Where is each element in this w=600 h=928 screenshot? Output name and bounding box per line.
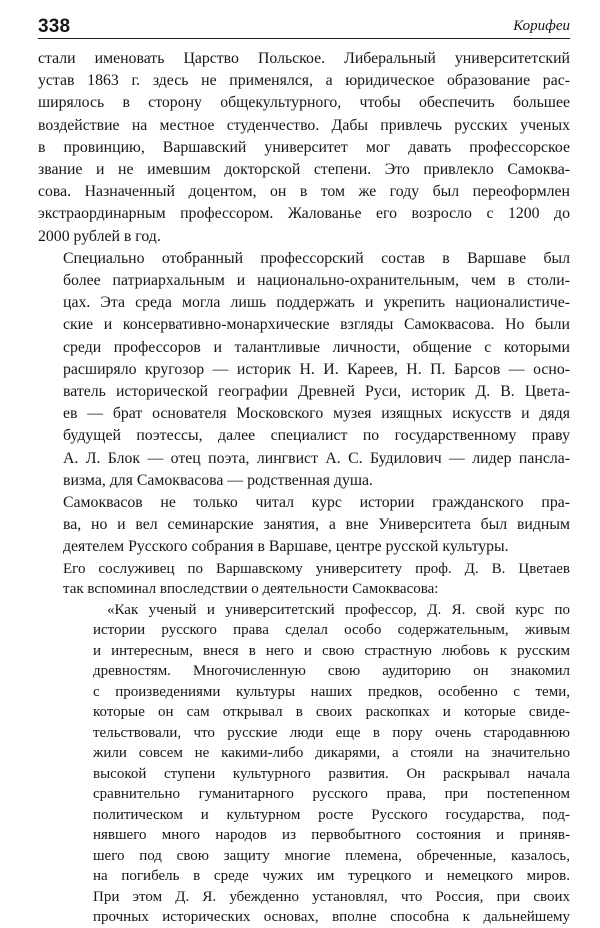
- quote-line: истории русского права сделал особо содержательным, живым: [93, 622, 570, 639]
- running-head: Корифеи: [513, 18, 570, 34]
- text-line: ширялось в сторону общекультурного, чтобы обеспечить большее: [38, 94, 570, 112]
- quote-line: и интересным, внеся в него и свою страстную любовь к русским: [93, 642, 570, 659]
- text-line: цах. Эта среда могла лишь поддержать и укрепить националистиче-: [63, 294, 570, 312]
- quote-line: на погибель в среде чужих им турецкого и немецкого миров.: [93, 868, 570, 885]
- text-line: деятелем Русского собрания в Варшаве, центре русской культуры.: [63, 538, 509, 556]
- page-number: 338: [38, 16, 71, 37]
- quote-line: древностям. Многочисленную свою аудиторию он знакомил: [93, 663, 570, 680]
- quote-line: «Как ученый и университетский профессор, Д. Я. свой курс по: [107, 601, 570, 618]
- text-line: воздействие на местное студенчество. Дабы привлечь русских ученых: [38, 116, 570, 134]
- text-line: Специально отобранный профессорский состав в Варшаве был: [63, 249, 570, 267]
- text-line: ев — брат основателя Московского музея изящных искусств и дядя: [63, 405, 570, 423]
- text-line: визма, для Самоквасова — родственная душа.: [63, 471, 373, 489]
- text-line: экстраординарным профессором. Жалованье его возросло с 1200 до: [38, 205, 570, 223]
- paragraph-4: [38, 559, 570, 600]
- body-text: [38, 48, 570, 928]
- text-line: будущей поэтессы, далее специалист по государственному праву: [63, 427, 570, 445]
- quote-line: При этом Д. Я. убежденно установлял, что Россия, при своих: [93, 888, 570, 905]
- text-line: А. Л. Блок — отец поэта, лингвист А. С. Будилович — лидер пансла-: [63, 449, 570, 467]
- text-line: так вспоминал впоследствии о деятельности Самоквасова:: [63, 581, 439, 598]
- text-line: среди профессоров и талантливые личности, общение с которыми: [63, 338, 570, 356]
- text-line: сова. Назначенный доцентом, он в том же году был переоформлен: [38, 183, 570, 201]
- quote-line: с произведениями культуры наших предков, особенно с теми,: [93, 683, 570, 700]
- text-line: расширяло кругозор — историк Н. И. Кареев, Н. П. Барсов — осно-: [63, 360, 570, 378]
- text-line: 2000 рублей в год.: [38, 227, 161, 245]
- paragraph-3: [38, 492, 570, 559]
- text-line: устав 1863 г. здесь не применялся, а юридическое образование рас-: [38, 72, 570, 90]
- text-line: ватель исторической географии Древней Руси, историк Д. В. Цвета-: [63, 383, 570, 401]
- paragraph-1: [38, 48, 570, 248]
- quote-line: сравнительно гуманитарного русского права, при постепенном: [93, 786, 570, 803]
- text-line: звание и не имевшим докторской степени. Это привлекло Самоква-: [38, 161, 570, 179]
- quote-line: политическом и культурном росте Русского государства, под-: [93, 806, 570, 823]
- quote-line: которые он сам открывал в своих раскопках и которые свиде-: [93, 704, 570, 721]
- text-line: более патриархальным и национально-охранительным, чем в столи-: [63, 272, 570, 290]
- quote-line: высокой ступени культурного развития. Он раскрывал начала: [93, 765, 570, 782]
- text-line: Его сослуживец по Варшавскому университету проф. Д. В. Цветаев: [63, 560, 570, 577]
- text-line: в провинцию, Варшавский университет мог давать профессорское: [38, 138, 570, 156]
- quote-line: прочных исторических основах, вполне способна к дальнейшему: [93, 909, 570, 926]
- block-quote: [93, 600, 570, 928]
- text-line: стали именовать Царство Польское. Либеральный университетский: [38, 50, 570, 67]
- text-line: Самоквасов не только читал курс истории гражданского пра-: [63, 494, 570, 512]
- text-line: ва, но и вел семинарские занятия, а вне Университета был видным: [63, 516, 570, 534]
- quote-line: шего под свою защиту многие племена, обреченные, казалось,: [93, 847, 570, 864]
- text-line: ские и консервативно-монархические взгляды Самоквасова. Но были: [63, 316, 570, 334]
- quote-line: жили совсем не какими-либо дикарями, а стояли на значительно: [93, 745, 570, 762]
- quote-line: тельствовали, что русские люди еще в пору очень стародавнюю: [93, 724, 570, 741]
- quote-line: нявшего много народов из первобытного состояния и приняв-: [93, 827, 570, 844]
- page-header: [38, 8, 570, 39]
- paragraph-2: [38, 248, 570, 492]
